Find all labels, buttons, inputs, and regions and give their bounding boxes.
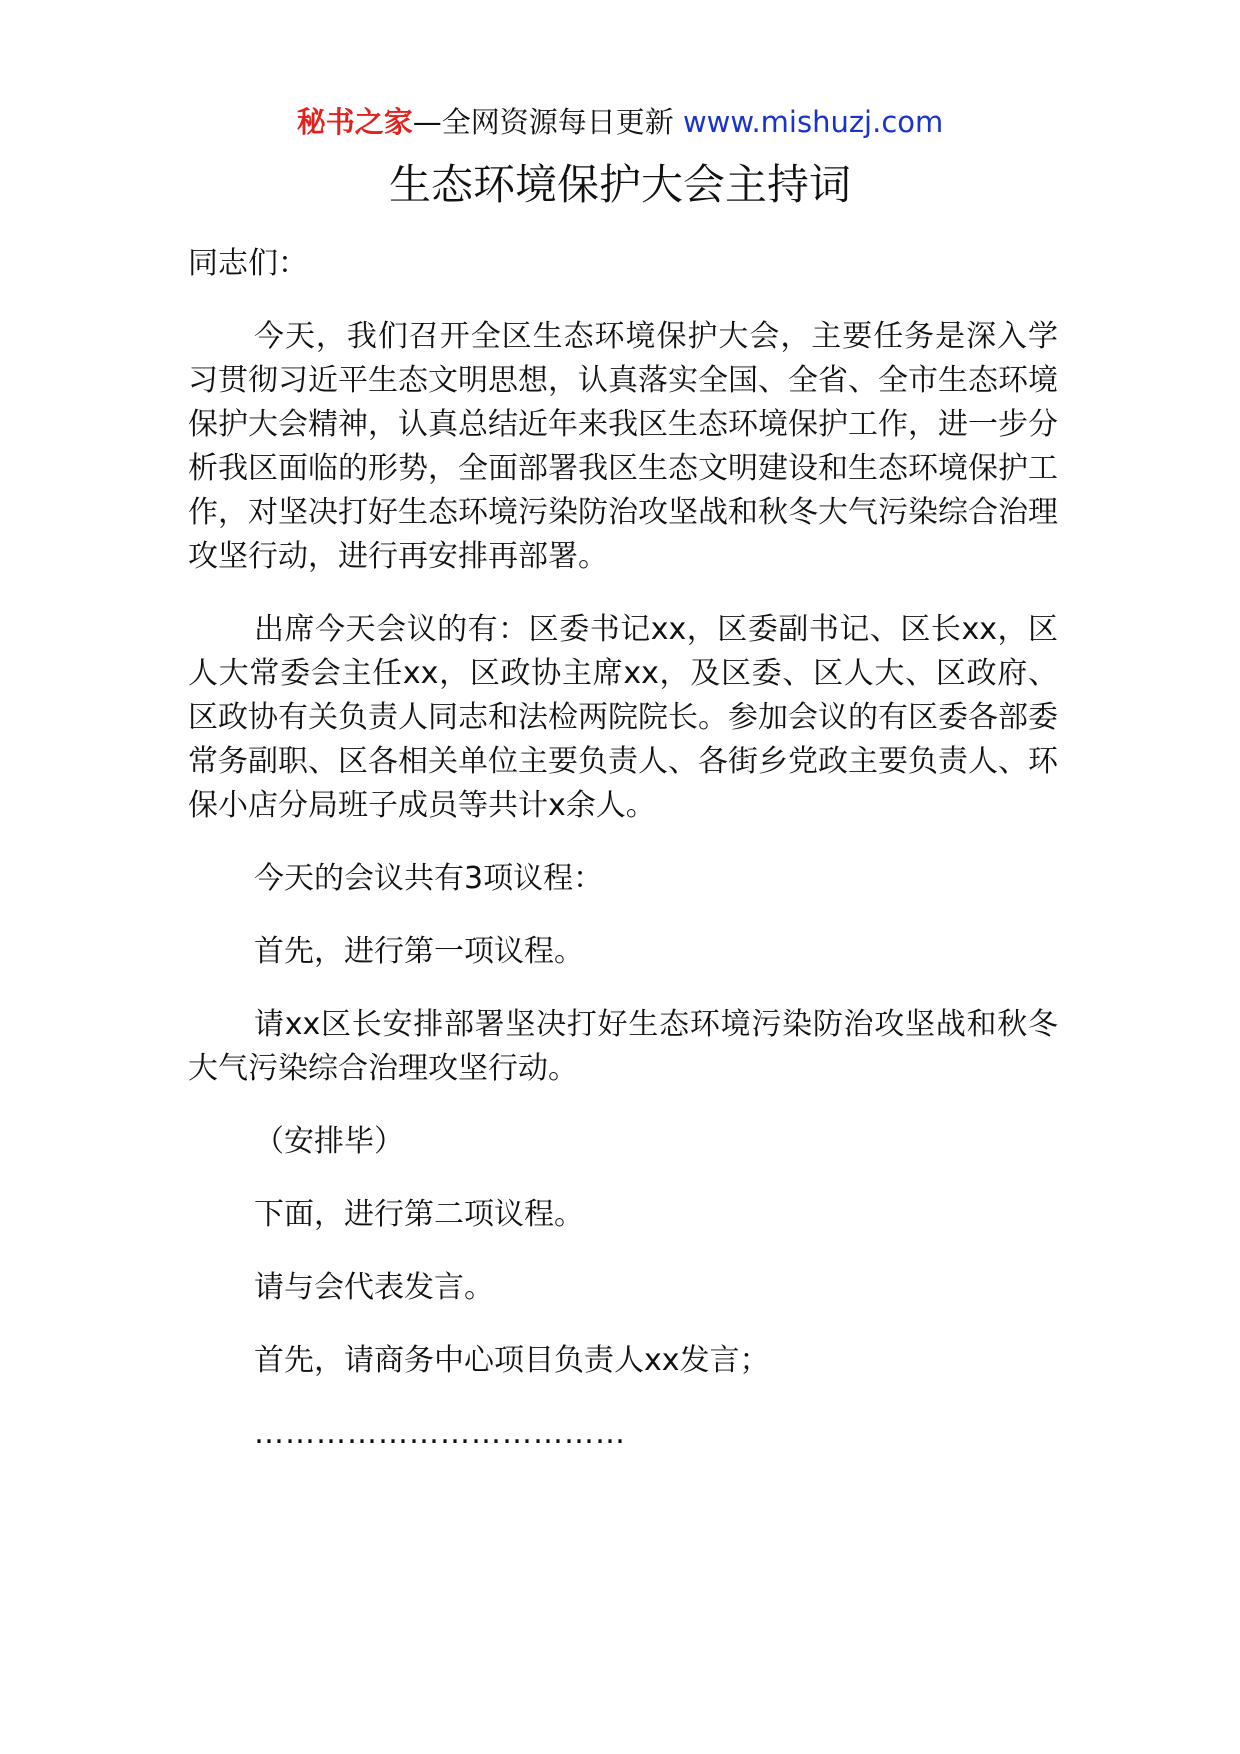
paragraph-attendees: 出席今天会议的有：区委书记xx，区委副书记、区长xx，区人大常委会主任xx，区政协主席xx，及区委、区人大、区政府、区政协有关负责人同志和法检两院院长。参加会议的有区委各部委常务副职、区各相关单位主要负责人、各街乡党政主要负责人、环保小店分局班子成员等共计x余人。 <box>188 612 1058 823</box>
paragraph-first-speaker: 首先，请商务中心项目负责人xx发言； <box>254 1343 770 1378</box>
salutation: 同志们： <box>188 246 308 281</box>
ellipsis-line: ……………………………… <box>254 1416 626 1451</box>
site-header <box>0 100 1240 144</box>
paragraph-item-one-detail: 请xx区长安排部署坚决打好生态环境污染防治攻坚战和秋冬大气污染综合治理攻坚行动。 <box>188 1007 1058 1086</box>
document-body <box>188 242 1058 1485</box>
brand-name: 秘书之家 <box>296 105 413 139</box>
paragraph-intro: 今天，我们召开全区生态环境保护大会，主要任务是深入学习贯彻习近平生态文明思想，认真落实全国、全省、全市生态环境保护大会精神，认真总结近年来我区生态环境保护工作，进一步分析我区面临的形势，全面部署我区生态文明建设和生态环境保护工作，对坚决打好生态环境污染防治攻坚战和秋冬大气污染综合治理攻坚行动，进行再安排再部署。 <box>188 319 1058 574</box>
document-title: 生态环境保护大会主持词 <box>388 160 851 209</box>
paragraph-speakers: 请与会代表发言。 <box>254 1270 494 1305</box>
paragraph-item-two: 下面，进行第二项议程。 <box>254 1197 584 1232</box>
paragraph-agenda: 今天的会议共有3项议程： <box>254 861 604 896</box>
paragraph-item-one: 首先，进行第一项议程。 <box>254 934 584 969</box>
site-tagline: —全网资源每日更新 <box>412 105 674 139</box>
site-url-link[interactable]: www.mishuzj.com <box>682 105 944 139</box>
paragraph-arranged: （安排毕） <box>254 1124 404 1159</box>
